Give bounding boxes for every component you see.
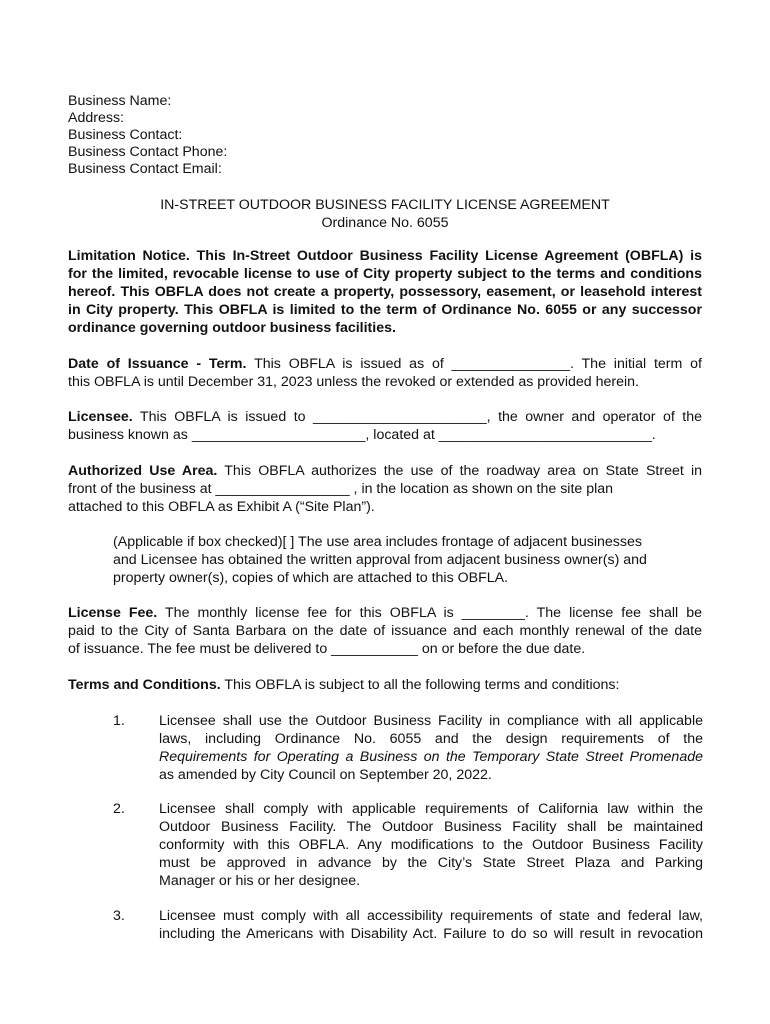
list-item-text: Licensee must comply with all accessibility requirements of state and federal law, including the Americans with Disability Act. Failure to do so will result in revocation — [159, 908, 703, 942]
limitation-line: Limitation Notice. This In-Street Outdoor Business Facility License Agreement (OBFLA) is — [68, 248, 702, 264]
applicable-clause-line: property owner(s), copies of which are attached to this OBFLA. — [113, 570, 509, 586]
limitation-line: hereof. This OBFLA does not create a property, possessory, easement, or leasehold interest — [68, 284, 702, 300]
licensee-section — [68, 408, 702, 444]
date-of-issuance-line2: this OBFLA is until December 31, 2023 unless the revoked or extended as provided herein. — [68, 374, 639, 390]
terms-heading: Terms and Conditions. — [68, 677, 221, 693]
license-fee-line3: of issuance. The fee must be delivered to ___________ on or before the due date. — [68, 641, 586, 657]
document-title — [0, 196, 770, 232]
limitation-line: ordinance governing outdoor business facilities. — [68, 320, 396, 336]
limitation-line: in City property. This OBFLA is limited to the term of Ordinance No. 6055 or any successor — [68, 302, 702, 318]
business-info-fields — [68, 93, 227, 178]
agreement-title: IN-STREET OUTDOOR BUSINESS FACILITY LICENSE AGREEMENT — [160, 197, 610, 213]
ordinance-number: Ordinance No. 6055 — [321, 215, 449, 231]
applicable-clause-line: and Licensee has obtained the written approval from adjacent business owner(s) and — [113, 552, 647, 568]
authorized-use-area-line3: attached to this OBFLA as Exhibit A (“Site Plan”). — [68, 499, 375, 515]
limitation-line: for the limited, revocable license to use of City property subject to the terms and conditions — [68, 266, 702, 282]
business-name-field: Business Name: — [68, 93, 172, 109]
list-item-text: Licensee shall use the Outdoor Business Facility in compliance with all applicable laws, including Ordinance No. 6055 and the design requirements of the Requirements for Operating a Business on the Temporary State Street Promenade as amended by City Council on September 20, 2022. — [159, 713, 703, 783]
terms-and-conditions-section — [68, 676, 702, 694]
list-item-number: 2. — [113, 801, 125, 817]
list-item-number: 1. — [113, 713, 125, 729]
business-contact-phone-field: Business Contact Phone: — [68, 144, 228, 160]
business-contact-email-field: Business Contact Email: — [68, 161, 222, 177]
date-of-issuance-heading: Date of Issuance - Term. — [68, 356, 247, 372]
date-of-issuance-section — [68, 355, 702, 391]
limitation-notice — [68, 247, 702, 337]
licensee-text: This OBFLA is issued to ______________________, the owner and operator of the — [132, 409, 702, 425]
license-fee-section — [68, 604, 702, 658]
license-fee-line2: paid to the City of Santa Barbara on the date of issuance and each monthly renewal of the date — [68, 623, 702, 639]
authorized-use-area-heading: Authorized Use Area. — [68, 463, 218, 479]
licensee-heading: Licensee. — [68, 409, 133, 425]
date-of-issuance-text: This OBFLA is issued as of _______________. The initial term of — [246, 356, 702, 372]
authorized-use-area-section — [68, 462, 702, 516]
list-item-number: 3. — [113, 908, 125, 924]
license-fee-text: The monthly license fee for this OBFLA is ________. The license fee shall be — [157, 605, 702, 621]
applicable-clause — [113, 533, 703, 587]
business-contact-field: Business Contact: — [68, 127, 183, 143]
authorized-use-area-text: This OBFLA authorizes the use of the roadway area on State Street in — [217, 463, 702, 479]
license-fee-heading: License Fee. — [68, 605, 158, 621]
terms-intro-text: This OBFLA is subject to all the following terms and conditions: — [220, 677, 620, 693]
licensee-line2: business known as ______________________, located at ___________________________. — [68, 427, 656, 443]
address-field: Address: — [68, 110, 124, 126]
applicable-clause-line: (Applicable if box checked)[ ] The use area includes frontage of adjacent businesses — [113, 534, 642, 550]
list-item-text: Licensee shall comply with applicable requirements of California law within the Outdoor Business Facility. The Outdoor Business Facility shall be maintained conformity with this OBFLA. Any modifications to the Outdoor Business Facility must be approved in advance by the City’s State Street Plaza and Parking Manager or his or her designee. — [159, 801, 703, 889]
authorized-use-area-line2: front of the business at _________________ , in the location as shown on the site plan — [68, 481, 614, 497]
